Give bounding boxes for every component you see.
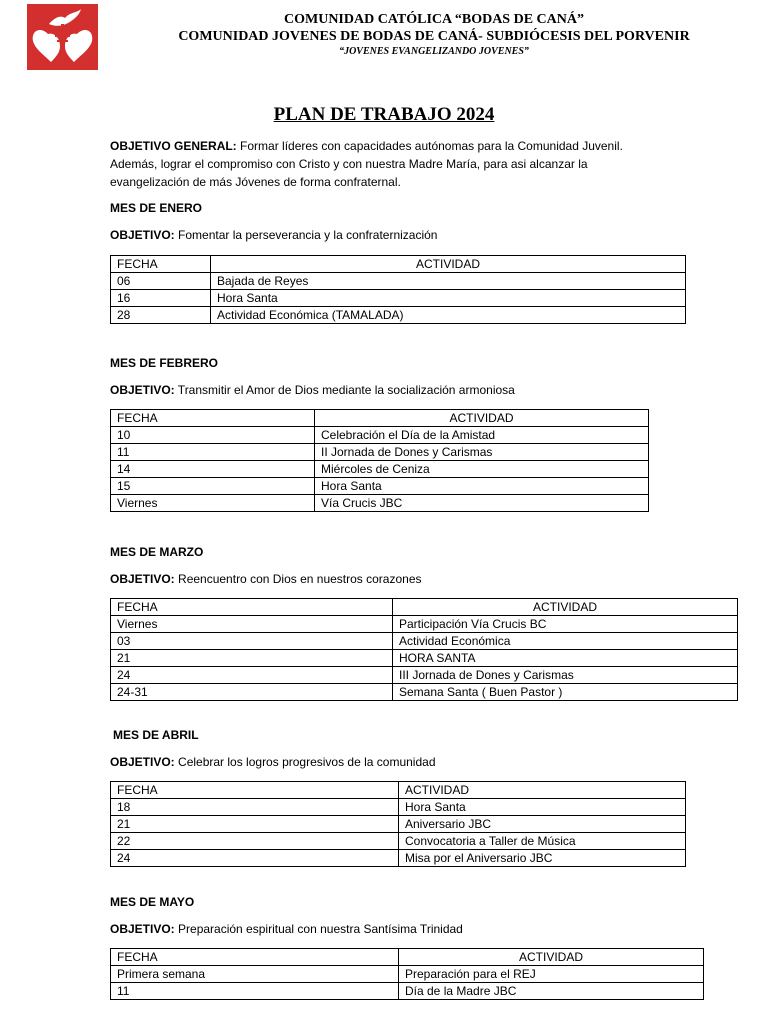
objective-text: Fomentar la perseverancia y la confraternización	[174, 228, 438, 242]
table-row	[111, 290, 686, 307]
cell-fecha: Viernes	[111, 616, 393, 633]
general-objective	[110, 137, 650, 191]
objective-label: OBJETIVO:	[110, 755, 175, 769]
month-objective-febrero	[110, 383, 515, 397]
cell-fecha: 03	[111, 633, 393, 650]
table-header-row	[111, 410, 649, 427]
cell-fecha: 18	[111, 799, 399, 816]
column-header-fecha: FECHA	[111, 256, 211, 273]
activity-table-abril	[110, 781, 686, 867]
cell-actividad: Bajada de Reyes	[211, 273, 686, 290]
table-row	[111, 444, 649, 461]
activity-table-enero	[110, 255, 686, 324]
cell-actividad: II Jornada de Dones y Carismas	[315, 444, 649, 461]
column-header-actividad: ACTIVIDAD	[399, 782, 686, 799]
header-community-name: COMUNIDAD CATÓLICA “BODAS DE CANÁ”	[284, 12, 584, 27]
column-header-fecha: FECHA	[111, 949, 399, 966]
month-title-abril: MES DE ABRIL	[113, 728, 199, 742]
table-row	[111, 983, 704, 1000]
cell-fecha: 15	[111, 478, 315, 495]
table-header-row	[111, 599, 738, 616]
cell-actividad: Aniversario JBC	[399, 816, 686, 833]
column-header-fecha: FECHA	[111, 410, 315, 427]
column-header-actividad: ACTIVIDAD	[211, 256, 686, 273]
table-header-row	[111, 256, 686, 273]
cell-fecha: 11	[111, 444, 315, 461]
month-title-enero: MES DE ENERO	[110, 201, 203, 215]
cell-actividad: Celebración el Día de la Amistad	[315, 427, 649, 444]
cell-actividad: Semana Santa ( Buen Pastor )	[393, 684, 738, 701]
general-objective-label: OBJETIVO GENERAL:	[110, 139, 237, 153]
objective-text: Celebrar los logros progresivos de la comunidad	[174, 755, 436, 769]
activity-table-mayo	[110, 948, 704, 1000]
month-objective-mayo	[110, 922, 463, 936]
table-row	[111, 684, 738, 701]
cell-actividad: Actividad Económica	[393, 633, 738, 650]
cell-fecha: 22	[111, 833, 399, 850]
cell-actividad: Hora Santa	[315, 478, 649, 495]
cell-fecha: 21	[111, 650, 393, 667]
cell-actividad: Hora Santa	[211, 290, 686, 307]
table-row	[111, 461, 649, 478]
objective-label: OBJETIVO:	[110, 383, 175, 397]
month-objective-enero	[110, 228, 437, 242]
cell-fecha: 24	[111, 850, 399, 867]
header-motto: “JOVENES EVANGELIZANDO JOVENES”	[339, 46, 529, 57]
cell-actividad: Preparación para el REJ	[399, 966, 704, 983]
cell-fecha: 21	[111, 816, 399, 833]
column-header-actividad: ACTIVIDAD	[393, 599, 738, 616]
activity-table-marzo	[110, 598, 738, 701]
table-header-row	[111, 949, 704, 966]
cell-actividad: Miércoles de Ceniza	[315, 461, 649, 478]
cell-actividad: Actividad Económica (TAMALADA)	[211, 307, 686, 324]
header-youth-community: COMUNIDAD JOVENES DE BODAS DE CANÁ- SUBDIÓCESIS DEL PORVENIR	[178, 29, 690, 44]
column-header-fecha: FECHA	[111, 782, 399, 799]
column-header-actividad: ACTIVIDAD	[399, 949, 704, 966]
objective-label: OBJETIVO:	[110, 228, 175, 242]
table-row	[111, 427, 649, 444]
cell-fecha: 24-31	[111, 684, 393, 701]
cell-actividad: Participación Vía Crucis BC	[393, 616, 738, 633]
objective-text: Preparación espiritual con nuestra Santísima Trinidad	[174, 922, 463, 936]
table-row	[111, 966, 704, 983]
cell-fecha: Viernes	[111, 495, 315, 512]
table-row	[111, 850, 686, 867]
cell-actividad: III Jornada de Dones y Carismas	[393, 667, 738, 684]
general-objective-text: Formar líderes con capacidades autónomas para la Comunidad Juvenil. Además, lograr el compromiso con Cristo y con nuestra Madre María, para asi alcanzar la evangelización de más Jóvenes de forma confraternal.	[110, 139, 623, 189]
table-row	[111, 616, 738, 633]
cell-actividad: Vía Crucis JBC	[315, 495, 649, 512]
table-row	[111, 633, 738, 650]
column-header-fecha: FECHA	[111, 599, 393, 616]
table-row	[111, 273, 686, 290]
table-row	[111, 307, 686, 324]
table-row	[111, 799, 686, 816]
table-row	[111, 650, 738, 667]
cell-actividad: Día de la Madre JBC	[399, 983, 704, 1000]
cell-fecha: Primera semana	[111, 966, 399, 983]
page-title: PLAN DE TRABAJO 2024	[273, 104, 495, 125]
cell-fecha: 14	[111, 461, 315, 478]
month-objective-marzo	[110, 572, 422, 586]
table-row	[111, 667, 738, 684]
hearts-dove-cross-icon	[27, 4, 98, 70]
cell-actividad: Hora Santa	[399, 799, 686, 816]
objective-label: OBJETIVO:	[110, 922, 175, 936]
cell-fecha: 24	[111, 667, 393, 684]
cell-actividad: Misa por el Aniversario JBC	[399, 850, 686, 867]
activity-table-febrero	[110, 409, 649, 512]
table-row	[111, 833, 686, 850]
cell-fecha: 28	[111, 307, 211, 324]
cell-fecha: 16	[111, 290, 211, 307]
month-title-febrero: MES DE FEBRERO	[110, 356, 219, 370]
community-logo	[27, 4, 98, 70]
cell-fecha: 11	[111, 983, 399, 1000]
cell-actividad: HORA SANTA	[393, 650, 738, 667]
table-row	[111, 478, 649, 495]
cell-actividad: Convocatoria a Taller de Música	[399, 833, 686, 850]
cell-fecha: 06	[111, 273, 211, 290]
month-title-mayo: MES DE MAYO	[110, 895, 195, 909]
table-row	[111, 816, 686, 833]
objective-label: OBJETIVO:	[110, 572, 175, 586]
column-header-actividad: ACTIVIDAD	[315, 410, 649, 427]
table-header-row	[111, 782, 686, 799]
objective-text: Reencuentro con Dios en nuestros corazones	[174, 572, 422, 586]
month-title-marzo: MES DE MARZO	[110, 545, 204, 559]
table-row	[111, 495, 649, 512]
cell-fecha: 10	[111, 427, 315, 444]
month-objective-abril	[110, 755, 436, 769]
objective-text: Transmitir el Amor de Dios mediante la socialización armoniosa	[174, 383, 515, 397]
